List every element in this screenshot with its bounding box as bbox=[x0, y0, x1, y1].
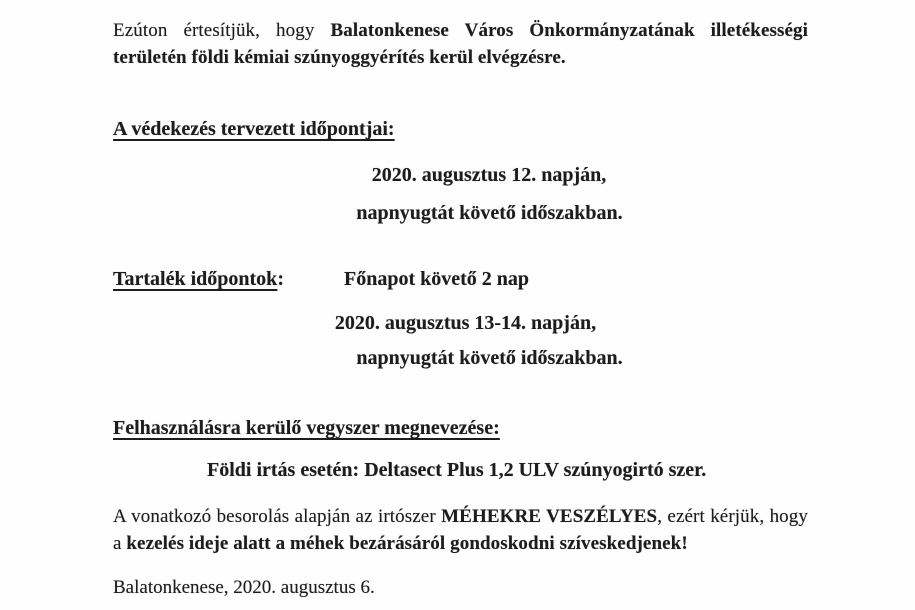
backup-date: 2020. augusztus 13-14. napján, bbox=[334, 312, 597, 334]
signoff-line: Balatonkenese, 2020. augusztus 6. bbox=[113, 577, 375, 598]
backup-row bbox=[113, 267, 808, 291]
backup-label: Tartalék időpontok bbox=[113, 268, 278, 290]
backup-value: Főnapot követő 2 nap bbox=[343, 268, 530, 290]
schedule-time: napnyugtát követő időszakban. bbox=[356, 202, 623, 224]
document-content bbox=[113, 0, 808, 600]
warning-regular-1: A vonatkozó besorolás alapján az irtószer bbox=[113, 506, 442, 527]
bee-warning-paragraph bbox=[113, 503, 808, 557]
backup-label-colon: : bbox=[277, 268, 284, 290]
chemical-detail: Földi irtás esetén: Deltasect Plus 1,2 ULV szúnyogirtó szer. bbox=[207, 459, 707, 481]
intro-regular-text: Ezúton értesítjük, hogy bbox=[113, 20, 331, 41]
chemical-heading: Felhasználásra kerülő vegyszer megnevezése: bbox=[113, 417, 500, 439]
schedule-heading: A védekezés tervezett időpontjai: bbox=[113, 118, 395, 140]
backup-time: napnyugtát követő időszakban. bbox=[356, 347, 623, 369]
intro-paragraph bbox=[113, 17, 808, 71]
intro-bold-text: Balatonkenese Város Önkormányzatának illetékességi területén földi kémiai szúnyoggyérítés kerül elvégzésre. bbox=[113, 20, 808, 68]
warning-bold-instruction: kezelés ideje alatt a méhek bezárásáról gondoskodni szíveskedjenek! bbox=[126, 533, 688, 554]
warning-regular-2: , ezért kérjük, hogy a bbox=[113, 506, 808, 554]
schedule-date: 2020. augusztus 12. napján, bbox=[371, 164, 607, 186]
warning-bold-bees: MÉHEKRE VESZÉLYES bbox=[441, 506, 658, 527]
